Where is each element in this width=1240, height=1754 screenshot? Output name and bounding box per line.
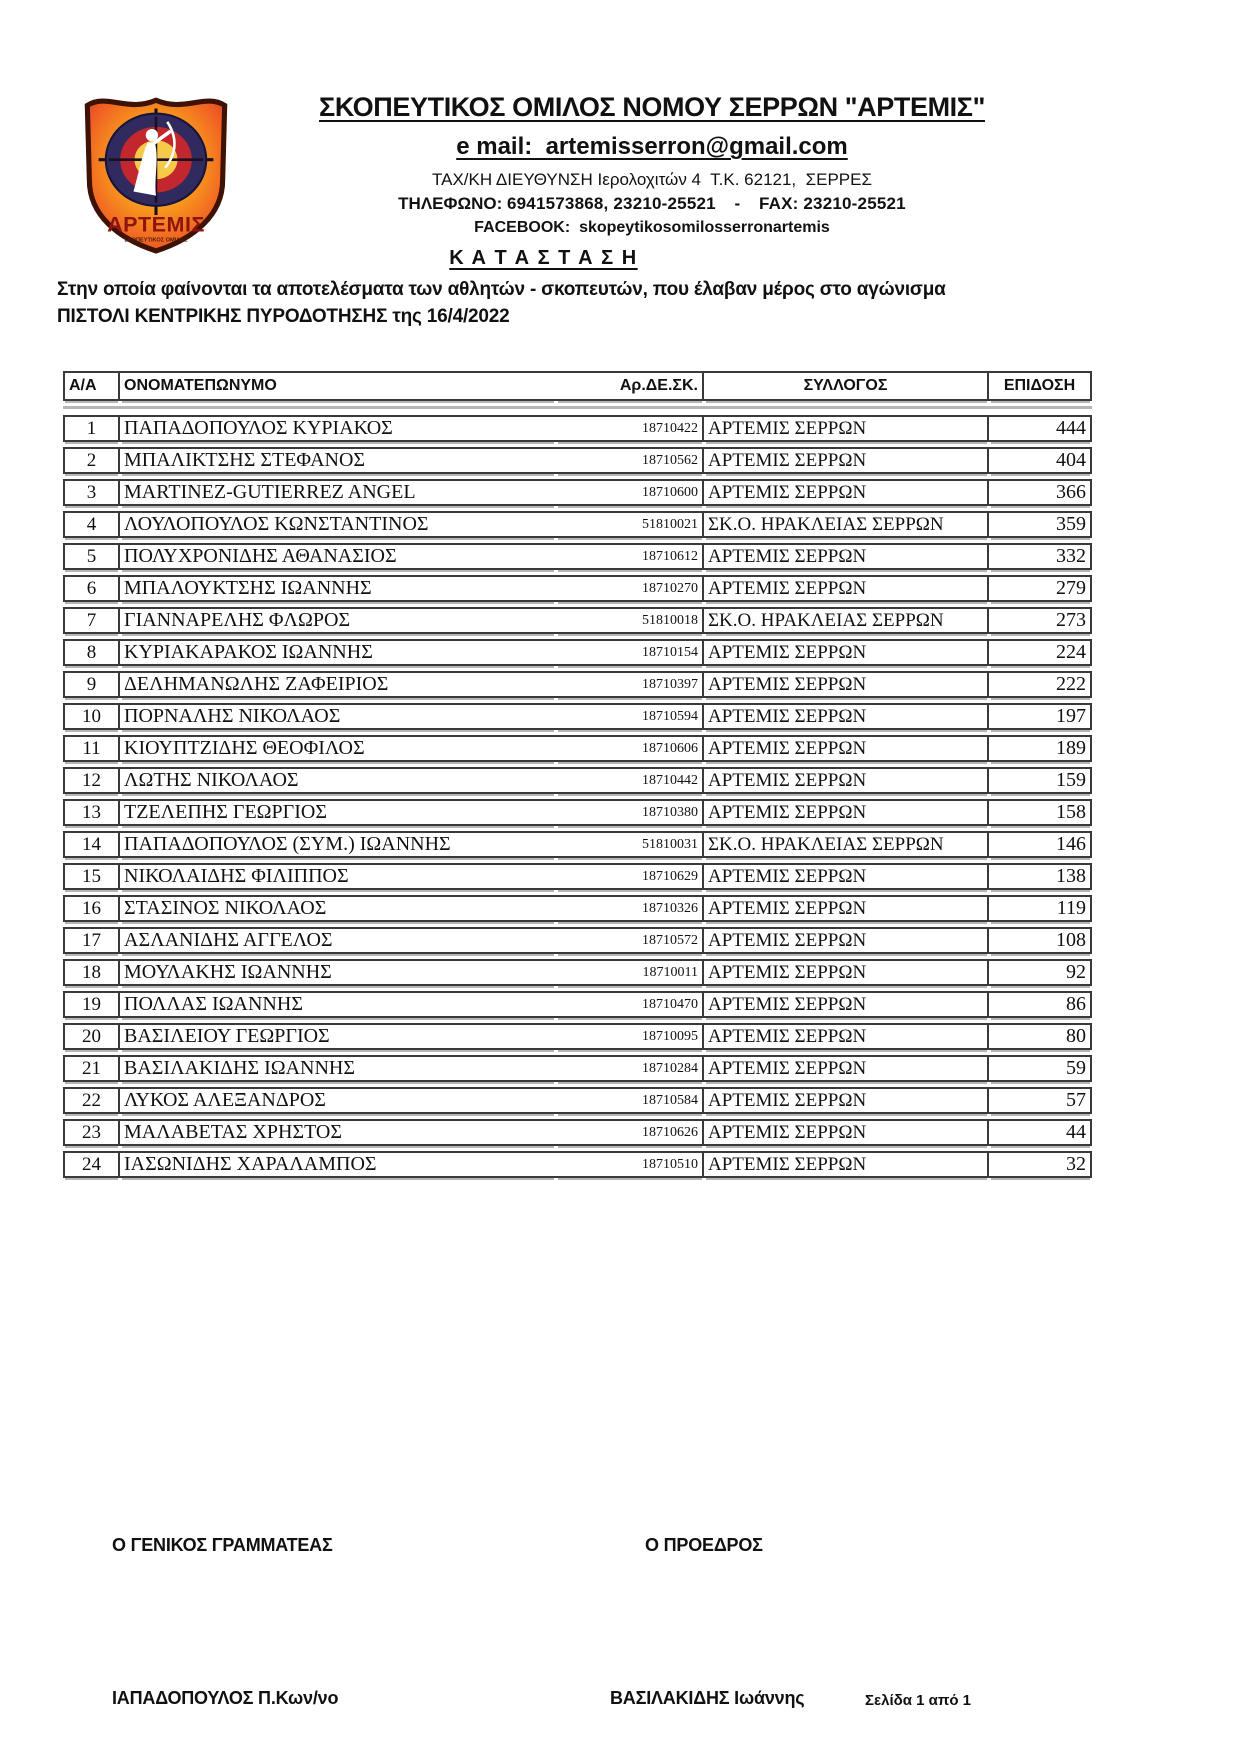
reg-number-cell: 18710562 (556, 447, 704, 474)
reg-number-cell: 18710606 (556, 735, 704, 762)
club-cell: ΑΡΤΕΜΙΣ ΣΕΡΡΩΝ (704, 1087, 989, 1114)
club-cell: ΑΡΤΕΜΙΣ ΣΕΡΡΩΝ (704, 575, 989, 602)
club-cell: ΑΡΤΕΜΙΣ ΣΕΡΡΩΝ (704, 1055, 989, 1082)
results-table-head (63, 371, 1092, 410)
score-cell: 44 (989, 1119, 1092, 1146)
score-cell: 108 (989, 927, 1092, 954)
rank-cell: 20 (63, 1023, 120, 1050)
rank-cell: 19 (63, 991, 120, 1018)
club-cell: ΣΚ.Ο. ΗΡΑΚΛΕΙΑΣ ΣΕΡΡΩΝ (704, 831, 989, 858)
score-cell: 92 (989, 959, 1092, 986)
name-cell: ΛΩΤΗΣ ΝΙΚΟΛΑΟΣ (120, 767, 556, 794)
secretary-title: Ο ΓΕΝΙΚΟΣ ΓΡΑΜΜΑΤΕΑΣ (112, 1535, 333, 1555)
rank-cell: 14 (63, 831, 120, 858)
name-cell: ΒΑΣΙΛΑΚΙΔΗΣ ΙΩΑΝΝΗΣ (120, 1055, 556, 1082)
name-cell: ΓΙΑΝΝΑΡΕΛΗΣ ΦΛΩΡΟΣ (120, 607, 556, 634)
name-cell: ΣΤΑΣΙΝΟΣ ΝΙΚΟΛΑΟΣ (120, 895, 556, 922)
name-cell: ΠΟΛΥΧΡΟΝΙΔΗΣ ΑΘΑΝΑΣΙΟΣ (120, 543, 556, 570)
reg-number-cell: 18710626 (556, 1119, 704, 1146)
table-row (63, 735, 1092, 762)
rank-cell: 8 (63, 639, 120, 666)
table-row (63, 1055, 1092, 1082)
score-cell: 222 (989, 671, 1092, 698)
table-row (63, 831, 1092, 858)
name-cell: ΠΟΡΝΑΛΗΣ ΝΙΚΟΛΑΟΣ (120, 703, 556, 730)
score-cell: 80 (989, 1023, 1092, 1050)
club-cell: ΑΡΤΕΜΙΣ ΣΕΡΡΩΝ (704, 447, 989, 474)
reg-number-cell: 18710422 (556, 415, 704, 442)
reg-number-cell: 18710584 (556, 1087, 704, 1114)
name-cell: ΜΠΑΛΙΚΤΣΗΣ ΣΤΕΦΑΝΟΣ (120, 447, 556, 474)
table-row (63, 1023, 1092, 1050)
score-cell: 366 (989, 479, 1092, 506)
rank-cell: 21 (63, 1055, 120, 1082)
score-cell: 86 (989, 991, 1092, 1018)
reg-number-cell: 18710612 (556, 543, 704, 570)
president-name: ΒΑΣΙΛΑΚΙΔΗΣ Ιωάννης (610, 1688, 805, 1708)
rank-cell: 15 (63, 863, 120, 890)
table-row (63, 1119, 1092, 1146)
document-heading: Κ Α Τ Α Σ Τ Α Σ Η (449, 247, 638, 269)
table-row (63, 895, 1092, 922)
logo-subtext: ΣΚΟΠΕΥΤΙΚΟΣ ΟΜΙΛΟΣ (124, 237, 188, 244)
club-cell: ΑΡΤΕΜΙΣ ΣΕΡΡΩΝ (704, 543, 989, 570)
phone-numbers: 6941573868, 23210-25521 (507, 194, 716, 213)
rank-cell: 2 (63, 447, 120, 474)
president-title: Ο ΠΡΟΕΔΡΟΣ (645, 1535, 763, 1555)
rank-cell: 4 (63, 511, 120, 538)
table-row (63, 479, 1092, 506)
name-cell: ΚΥΡΙΑΚΑΡΑΚΟΣ ΙΩΑΝΝΗΣ (120, 639, 556, 666)
table-row (63, 543, 1092, 570)
facebook-line: FACEBOOK: skopeytikosomilosserronartemis (474, 219, 830, 236)
score-cell: 146 (989, 831, 1092, 858)
results-table-wrapper (63, 366, 1092, 1183)
rank-cell: 23 (63, 1119, 120, 1146)
name-cell: ΒΑΣΙΛΕΙΟΥ ΓΕΩΡΓΙΟΣ (120, 1023, 556, 1050)
artemis-shield-icon (74, 90, 238, 254)
club-cell: ΣΚ.Ο. ΗΡΑΚΛΕΙΑΣ ΣΕΡΡΩΝ (704, 607, 989, 634)
rank-cell: 18 (63, 959, 120, 986)
results-table (63, 366, 1092, 1183)
club-cell: ΑΡΤΕΜΙΣ ΣΕΡΡΩΝ (704, 767, 989, 794)
rank-cell: 7 (63, 607, 120, 634)
name-cell: ΑΣΛΑΝΙΔΗΣ ΑΓΓΕΛΟΣ (120, 927, 556, 954)
club-cell: ΣΚ.Ο. ΗΡΑΚΛΕΙΑΣ ΣΕΡΡΩΝ (704, 511, 989, 538)
score-cell: 158 (989, 799, 1092, 826)
table-row (63, 703, 1092, 730)
secretary-name: ΙΑΠΑΔΟΠΟΥΛΟΣ Π.Κων/νο (112, 1688, 339, 1708)
rank-cell: 9 (63, 671, 120, 698)
reg-number-cell: 18710442 (556, 767, 704, 794)
score-cell: 273 (989, 607, 1092, 634)
document-description: Στην οποία φαίνονται τα αποτελέσματα των αθλητών - σκοπευτών, που έλαβαν μέρος στο αγώνισμα (57, 279, 946, 300)
club-cell: ΑΡΤΕΜΙΣ ΣΕΡΡΩΝ (704, 863, 989, 890)
reg-number-cell: 18710600 (556, 479, 704, 506)
rank-cell: 3 (63, 479, 120, 506)
table-row (63, 415, 1092, 442)
table-row (63, 671, 1092, 698)
name-cell: ΠΑΠΑΔΟΠΟΥΛΟΣ ΚΥΡΙΑΚΟΣ (120, 415, 556, 442)
reg-number-cell: 18710594 (556, 703, 704, 730)
table-row (63, 511, 1092, 538)
address-line: ΤΑΧ/ΚΗ ΔΙΕΥΘΥΝΣΗ Ιερολοχιτών 4 Τ.Κ. 62121, ΣΕΡΡΕΣ (432, 170, 872, 189)
logo-title-text: ΑΡΤΕΜΙΣ (107, 212, 205, 237)
reg-number-cell: 51810018 (556, 607, 704, 634)
reg-number-cell: 18710011 (556, 959, 704, 986)
table-row (63, 959, 1092, 986)
name-cell: ΠΑΠΑΔΟΠΟΥΛΟΣ (ΣΥΜ.) ΙΩΑΝΝΗΣ (120, 831, 556, 858)
club-cell: ΑΡΤΕΜΙΣ ΣΕΡΡΩΝ (704, 703, 989, 730)
score-cell: 197 (989, 703, 1092, 730)
rank-cell: 5 (63, 543, 120, 570)
table-row (63, 799, 1092, 826)
rank-cell: 11 (63, 735, 120, 762)
table-header-separator-band (63, 406, 1092, 410)
club-cell: ΑΡΤΕΜΙΣ ΣΕΡΡΩΝ (704, 639, 989, 666)
event-title: ΠΙΣΤΟΛΙ ΚΕΝΤΡΙΚΗΣ ΠΥΡΟΔΟΤΗΣΗΣ της 16/4/2022 (57, 306, 510, 327)
rank-cell: 24 (63, 1151, 120, 1178)
club-cell: ΑΡΤΕΜΙΣ ΣΕΡΡΩΝ (704, 735, 989, 762)
club-cell: ΑΡΤΕΜΙΣ ΣΕΡΡΩΝ (704, 799, 989, 826)
club-cell: ΑΡΤΕΜΙΣ ΣΕΡΡΩΝ (704, 927, 989, 954)
club-cell: ΑΡΤΕΜΙΣ ΣΕΡΡΩΝ (704, 895, 989, 922)
phone-fax-line (262, 194, 1042, 214)
table-row (63, 863, 1092, 890)
name-cell: ΤΖΕΛΕΠΗΣ ΓΕΩΡΓΙΟΣ (120, 799, 556, 826)
score-cell: 119 (989, 895, 1092, 922)
score-cell: 444 (989, 415, 1092, 442)
rank-cell: 22 (63, 1087, 120, 1114)
col-header-rank: Α/Α (63, 371, 120, 401)
rank-cell: 13 (63, 799, 120, 826)
club-cell: ΑΡΤΕΜΙΣ ΣΕΡΡΩΝ (704, 1023, 989, 1050)
reg-number-cell: 18710397 (556, 671, 704, 698)
rank-cell: 6 (63, 575, 120, 602)
name-cell: MARTINEZ-GUTIERREZ ANGEL (120, 479, 556, 506)
name-cell: ΠΟΛΛΑΣ ΙΩΑΝΝΗΣ (120, 991, 556, 1018)
rank-cell: 10 (63, 703, 120, 730)
col-header-reg-number: Αρ.ΔΕ.ΣΚ. (556, 371, 704, 401)
header-row (63, 371, 1092, 401)
name-cell: ΜΠΑΛΟΥΚΤΣΗΣ ΙΩΑΝΝΗΣ (120, 575, 556, 602)
club-cell: ΑΡΤΕΜΙΣ ΣΕΡΡΩΝ (704, 671, 989, 698)
score-cell: 59 (989, 1055, 1092, 1082)
reg-number-cell: 18710629 (556, 863, 704, 890)
rank-cell: 16 (63, 895, 120, 922)
reg-number-cell: 18710572 (556, 927, 704, 954)
name-cell: ΜΑΛΑΒΕΤΑΣ ΧΡΗΣΤΟΣ (120, 1119, 556, 1146)
table-row (63, 991, 1092, 1018)
name-cell: ΔΕΛΗΜΑΝΩΛΗΣ ΖΑΦΕΙΡΙΟΣ (120, 671, 556, 698)
table-row (63, 607, 1092, 634)
reg-number-cell: 18710470 (556, 991, 704, 1018)
score-cell: 404 (989, 447, 1092, 474)
name-cell: ΚΙΟΥΠΤΖΙΔΗΣ ΘΕΟΦΙΛΟΣ (120, 735, 556, 762)
fax-number: FAX: 23210-25521 (758, 194, 906, 213)
table-row (63, 575, 1092, 602)
table-row (63, 639, 1092, 666)
club-cell: ΑΡΤΕΜΙΣ ΣΕΡΡΩΝ (704, 1119, 989, 1146)
email-line: e mail: artemisserron@gmail.com (456, 133, 848, 160)
club-logo (74, 90, 238, 254)
table-row (63, 1151, 1092, 1178)
score-cell: 159 (989, 767, 1092, 794)
letterhead (262, 92, 1042, 237)
score-cell: 32 (989, 1151, 1092, 1178)
club-cell: ΑΡΤΕΜΙΣ ΣΕΡΡΩΝ (704, 415, 989, 442)
reg-number-cell: 18710326 (556, 895, 704, 922)
name-cell: ΛΟΥΛΟΠΟΥΛΟΣ ΚΩΝΣΤΑΝΤΙΝΟΣ (120, 511, 556, 538)
table-row (63, 927, 1092, 954)
reg-number-cell: 18710380 (556, 799, 704, 826)
name-cell: ΜΟΥΛΑΚΗΣ ΙΩΑΝΝΗΣ (120, 959, 556, 986)
reg-number-cell: 18710154 (556, 639, 704, 666)
reg-number-cell: 18710270 (556, 575, 704, 602)
phone-label: ΤΗΛΕΦΩΝΟ: (398, 194, 503, 213)
reg-number-cell: 18710095 (556, 1023, 704, 1050)
reg-number-cell: 18710510 (556, 1151, 704, 1178)
reg-number-cell: 51810021 (556, 511, 704, 538)
score-cell: 57 (989, 1087, 1092, 1114)
name-cell: ΝΙΚΟΛΑΙΔΗΣ ΦΙΛΙΠΠΟΣ (120, 863, 556, 890)
score-cell: 332 (989, 543, 1092, 570)
club-cell: ΑΡΤΕΜΙΣ ΣΕΡΡΩΝ (704, 991, 989, 1018)
col-header-name: ΟΝΟΜΑΤΕΠΩΝΥΜΟ (120, 371, 556, 401)
name-cell: ΙΑΣΩΝΙΔΗΣ ΧΑΡΑΛΑΜΠΟΣ (120, 1151, 556, 1178)
name-cell: ΛΥΚΟΣ ΑΛΕΞΑΝΔΡΟΣ (120, 1087, 556, 1114)
club-cell: ΑΡΤΕΜΙΣ ΣΕΡΡΩΝ (704, 959, 989, 986)
table-header-separator (63, 406, 1092, 410)
rank-cell: 1 (63, 415, 120, 442)
reg-number-cell: 18710284 (556, 1055, 704, 1082)
score-cell: 359 (989, 511, 1092, 538)
rank-cell: 12 (63, 767, 120, 794)
col-header-club: ΣΥΛΛΟΓΟΣ (704, 371, 989, 401)
phone-fax-separator: - (734, 194, 741, 213)
club-name-title: ΣΚΟΠΕΥΤΙΚΟΣ ΟΜΙΛΟΣ ΝΟΜΟΥ ΣΕΡΡΩΝ "ΑΡΤΕΜΙΣ" (319, 92, 985, 122)
score-cell: 224 (989, 639, 1092, 666)
score-cell: 189 (989, 735, 1092, 762)
reg-number-cell: 51810031 (556, 831, 704, 858)
col-header-score: ΕΠΙΔΟΣΗ (989, 371, 1092, 401)
table-row (63, 1087, 1092, 1114)
rank-cell: 17 (63, 927, 120, 954)
table-row (63, 767, 1092, 794)
results-table-body (63, 415, 1092, 1178)
page-indicator: Σελίδα 1 από 1 (865, 1692, 972, 1709)
score-cell: 138 (989, 863, 1092, 890)
club-cell: ΑΡΤΕΜΙΣ ΣΕΡΡΩΝ (704, 1151, 989, 1178)
score-cell: 279 (989, 575, 1092, 602)
table-row (63, 447, 1092, 474)
club-cell: ΑΡΤΕΜΙΣ ΣΕΡΡΩΝ (704, 479, 989, 506)
